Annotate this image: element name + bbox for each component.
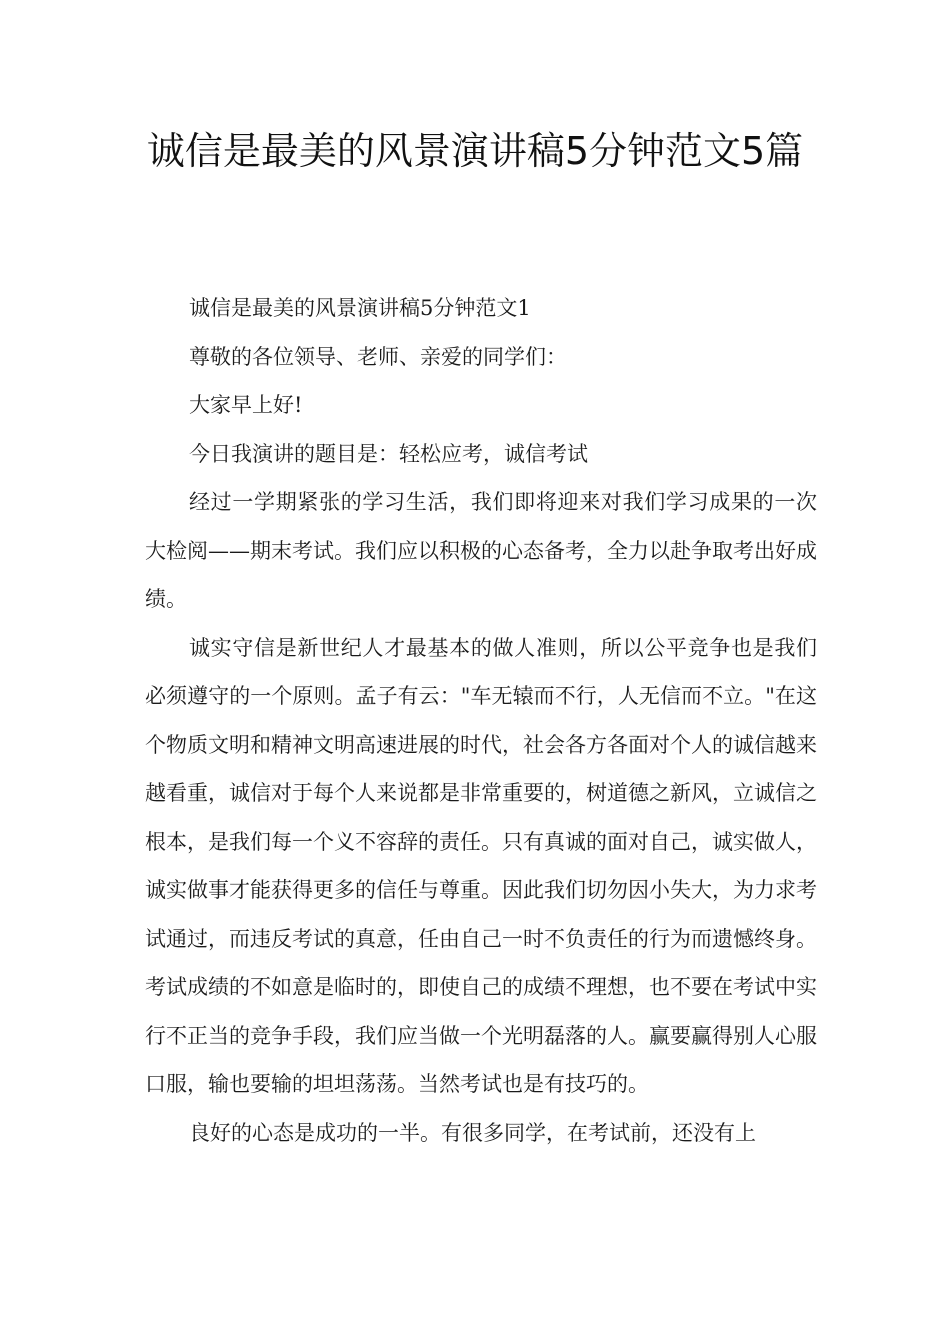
paragraph-exam-intro: 经过一学期紧张的学习生活，我们即将迎来对我们学习成果的一次大检阅——期末考试。我们应以积极的心态备考，全力以赴争取考出好成绩。: [145, 490, 817, 611]
paragraph-heading: 诚信是最美的风景演讲稿5分钟范文1: [189, 296, 531, 320]
paragraph-topic: 今日我演讲的题目是：轻松应考，诚信考试: [189, 441, 588, 466]
paragraph-salutation: 尊敬的各位领导、老师、亲爱的同学们：: [189, 344, 567, 369]
paragraph-honesty: 诚实守信是新世纪人才最基本的做人准则，所以公平竞争也是我们必须遵守的一个原则。孟子有云："车无辕而不行，人无信而不立。"在这个物质文明和精神文明高速进展的时代，社会各方各面对个人的诚信越来越看重，诚信对于每个人来说都是非常重要的，树道德之新风，立诚信之根本，是我们每一个义不容辞的责任。只有真诚的面对自己，诚实做人，诚实做事才能获得更多的信任与尊重。因此我们切勿因小失大，为力求考试通过，而违反考试的真意，任由自己一时不负责任的行为而遗憾终身。考试成绩的不如意是临时的，即使自己的成绩不理想，也不要在考试中实行不正当的竞争手段，我们应当做一个光明磊落的人。赢要赢得别人心服口服，输也要输的坦坦荡荡。当然考试也是有技巧的。: [145, 635, 817, 1096]
paragraph-mindset: 良好的心态是成功的一半。有很多同学，在考试前，还没有上: [189, 1120, 756, 1145]
document-body: [145, 284, 817, 1157]
document-title: 诚信是最美的风景演讲稿5分钟范文5篇: [146, 129, 804, 173]
paragraph-greeting: 大家早上好!: [189, 393, 303, 417]
